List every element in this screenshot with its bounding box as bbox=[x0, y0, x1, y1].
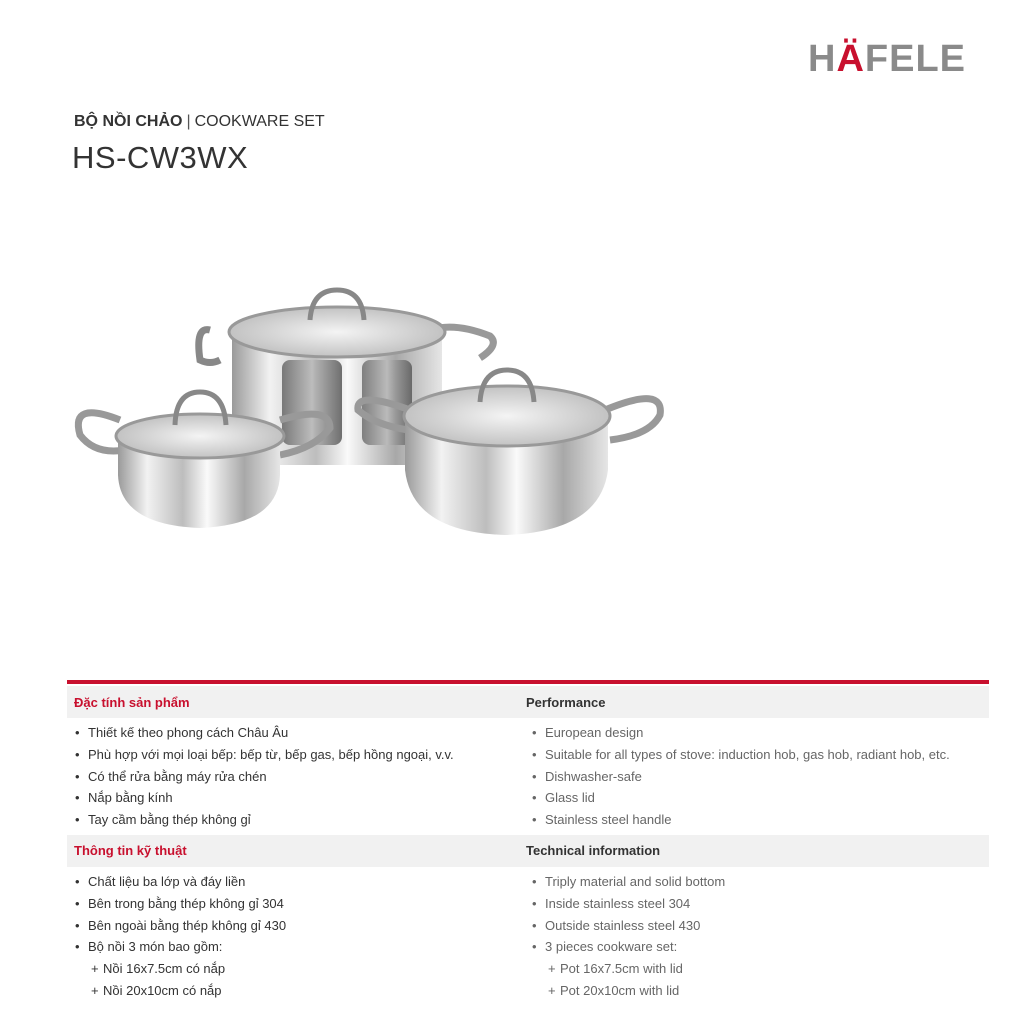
list-item: • Thiết kế theo phong cách Châu Âu bbox=[75, 725, 289, 740]
list-item: • Phù hợp với mọi loại bếp: bếp từ, bếp gas, bếp hồng ngoại, v.v. bbox=[75, 746, 454, 762]
list-item: • Có thể rửa bằng máy rửa chén bbox=[75, 768, 267, 784]
list-item: • Bên trong bằng thép không gỉ 304 bbox=[75, 895, 284, 911]
list-item: • Glass lid bbox=[532, 790, 595, 806]
list-item: • Bên ngoài bằng thép không gỉ 430 bbox=[75, 917, 287, 933]
performance-title-en: Performance bbox=[526, 694, 606, 710]
category-vi: BỘ NỒI CHẢO bbox=[74, 113, 183, 130]
technical-header bbox=[67, 835, 989, 867]
list-item: • Bộ nồi 3 món bao gồm: bbox=[75, 939, 223, 955]
list-item: • 3 pieces cookware set: bbox=[532, 939, 678, 955]
sub-list-item: + Pot 16x7.5cm with lid bbox=[548, 961, 683, 977]
performance-header bbox=[67, 686, 989, 718]
list-item: • European design bbox=[532, 725, 644, 740]
list-item: • Inside stainless steel 304 bbox=[532, 895, 691, 911]
sub-list-item: + Pot 20x10cm with lid bbox=[548, 982, 680, 998]
list-item: • Nắp bằng kính bbox=[75, 790, 173, 806]
performance-title-vi: Đặc tính sản phẩm bbox=[74, 694, 190, 710]
list-item: • Tay cầm bằng thép không gỉ bbox=[75, 812, 251, 828]
product-category bbox=[74, 113, 325, 131]
cookware-set-image bbox=[60, 270, 680, 570]
category-en: COOKWARE SET bbox=[194, 113, 325, 130]
technical-body bbox=[67, 867, 989, 1006]
list-item: • Triply material and solid bottom bbox=[532, 873, 726, 889]
sub-list-item: + Nồi 16x7.5cm có nắp bbox=[91, 961, 226, 977]
technical-list-en bbox=[518, 871, 969, 1002]
list-item: • Outside stainless steel 430 bbox=[532, 917, 701, 933]
sub-list-item: + Nồi 20x10cm có nắp bbox=[91, 982, 222, 998]
technical-title-vi: Thông tin kỹ thuật bbox=[74, 843, 187, 859]
list-item: • Chất liệu ba lớp và đáy liền bbox=[75, 873, 246, 889]
list-item: • Suitable for all types of stove: induction hob, gas hob, radiant hob, etc. bbox=[532, 746, 950, 762]
technical-list-vi bbox=[67, 871, 518, 1002]
list-item: • Stainless steel handle bbox=[532, 812, 672, 828]
list-item: • Dishwasher-safe bbox=[532, 768, 642, 784]
performance-body bbox=[67, 718, 989, 835]
performance-list-en bbox=[518, 722, 969, 831]
model-number: HS-CW3WX bbox=[72, 140, 249, 175]
category-separator: | bbox=[186, 113, 191, 130]
technical-title-en: Technical information bbox=[526, 843, 661, 859]
performance-list-vi bbox=[67, 722, 518, 831]
spec-table bbox=[67, 686, 989, 1006]
hafele-logo: HÄFELE bbox=[808, 38, 967, 80]
section-divider bbox=[67, 680, 989, 684]
